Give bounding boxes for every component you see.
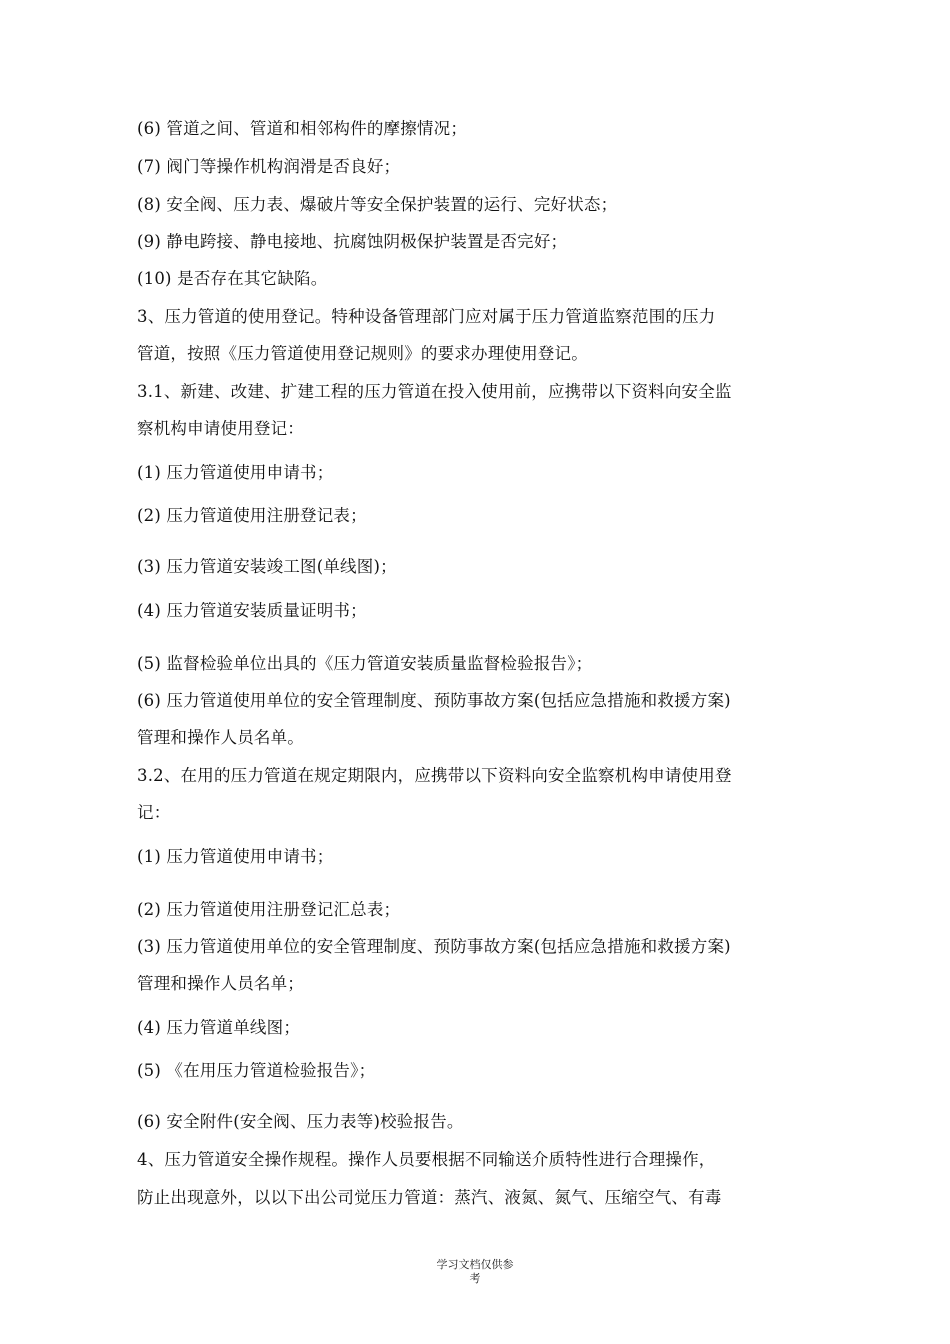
text-line: (10) 是否存在其它缺陷。	[137, 269, 328, 288]
text-line: (9) 静电跨接、静电接地、抗腐蚀阴极保护装置是否完好；	[137, 232, 568, 251]
paragraph-line: 察机构申请使用登记：	[137, 419, 304, 438]
list-item: (5) 《在用压力管道检验报告》；	[137, 1061, 376, 1080]
list-item-continuation: 管理和操作人员名单。	[137, 728, 304, 747]
list-item: (6) 压力管道使用单位的安全管理制度、预防事故方案(包括应急措施和救援方案)	[137, 691, 731, 710]
list-item: (4) 压力管道安装质量证明书；	[137, 601, 367, 620]
list-item: (4) 压力管道单线图；	[137, 1018, 301, 1037]
list-item: (2) 压力管道使用注册登记汇总表；	[137, 900, 401, 919]
text-line: (6) 管道之间、管道和相邻构件的摩擦情况；	[137, 119, 468, 138]
paragraph-line: 3、压力管道的使用登记。特种设备管理部门应对属于压力管道监察范围的压力	[137, 307, 716, 326]
page-footer-line: 学习文档仅供参	[436, 1258, 514, 1271]
text-line: (7) 阀门等操作机构润滑是否良好；	[137, 157, 401, 176]
paragraph-line: 记：	[137, 803, 171, 822]
list-item: (6) 安全附件(安全阀、压力表等)校验报告。	[137, 1112, 464, 1131]
paragraph-line: 管道，按照《压力管道使用登记规则》的要求办理使用登记。	[137, 344, 588, 363]
list-item: (2) 压力管道使用注册登记表；	[137, 506, 367, 525]
list-item: (3) 压力管道安装竣工图(单线图)；	[137, 557, 397, 576]
paragraph-line: 3.2、在用的压力管道在规定期限内，应携带以下资料向安全监察机构申请使用登	[137, 766, 732, 785]
list-item: (3) 压力管道使用单位的安全管理制度、预防事故方案(包括应急措施和救援方案)	[137, 937, 731, 956]
list-item: (5) 监督检验单位出具的《压力管道安装质量监督检验报告》；	[137, 654, 593, 673]
list-item: (1) 压力管道使用申请书；	[137, 847, 334, 866]
list-item-continuation: 管理和操作人员名单；	[137, 974, 304, 993]
paragraph-line: 防止出现意外，以以下出公司觉压力管道：蒸汽、液氮、氮气、压缩空气、有毒	[137, 1188, 722, 1207]
paragraph-line: 4、压力管道安全操作规程。操作人员要根据不同输送介质特性进行合理操作，	[137, 1150, 716, 1169]
page-footer-line: 考	[469, 1272, 481, 1285]
paragraph-line: 3.1、新建、改建、扩建工程的压力管道在投入使用前，应携带以下资料向安全监	[137, 382, 732, 401]
list-item: (1) 压力管道使用申请书；	[137, 463, 334, 482]
text-line: (8) 安全阀、压力表、爆破片等安全保护装置的运行、完好状态；	[137, 195, 618, 214]
